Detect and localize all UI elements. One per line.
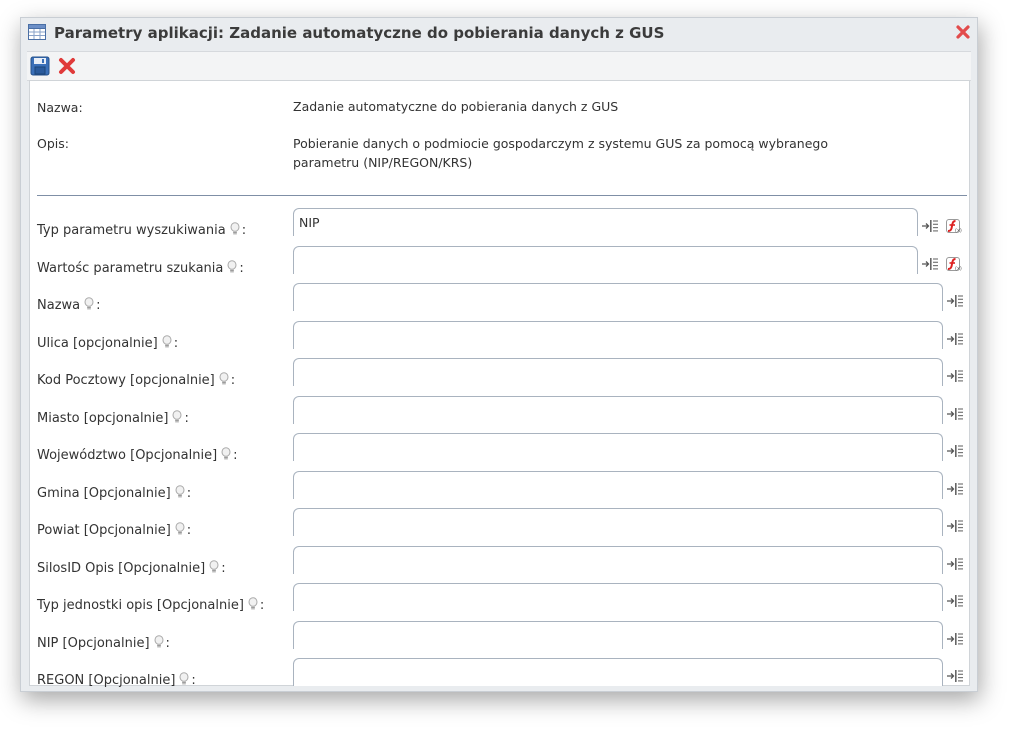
field-label-text: Wartośc parametru szukania — [37, 260, 224, 276]
close-icon[interactable] — [955, 24, 971, 40]
insert-field-icon[interactable] — [946, 331, 964, 347]
field-input[interactable]: NIP — [293, 208, 918, 236]
field-label-colon: : — [173, 335, 179, 351]
field-label — [37, 485, 191, 501]
field-label-colon: : — [230, 373, 236, 388]
table-window-icon — [28, 24, 46, 40]
svg-text:(x): (x) — [955, 265, 962, 272]
form-row — [30, 283, 969, 317]
field-label-colon: : — [241, 223, 247, 238]
field-label-colon: : — [184, 410, 189, 426]
field-label-text: Gmina [Opcjonalnie] — [37, 485, 171, 501]
field-label-text: NIP [Opcjonalnie] — [37, 635, 150, 651]
form-row — [30, 471, 969, 505]
form-row — [30, 246, 969, 280]
lightbulb-hint-icon[interactable] — [175, 522, 185, 536]
description-label: Opis: — [37, 136, 69, 151]
field-label-text: Powiat [Opcjonalnie] — [37, 523, 171, 538]
field-label-text: Typ parametru wyszukiwania — [37, 223, 226, 238]
insert-field-icon[interactable] — [946, 443, 964, 459]
insert-field-icon[interactable] — [946, 368, 964, 384]
field-label-colon: : — [233, 448, 238, 463]
insert-field-icon[interactable] — [946, 556, 964, 572]
insert-field-icon[interactable] — [946, 406, 964, 422]
field-label — [37, 672, 196, 688]
field-label-text: Ulica [opcjonalnie] — [37, 335, 158, 351]
lightbulb-hint-icon[interactable] — [162, 335, 172, 349]
form-row — [30, 396, 969, 430]
title-bar[interactable] — [21, 18, 977, 48]
clear-function-icon[interactable] — [943, 256, 961, 272]
field-label — [37, 372, 235, 388]
field-label-colon: : — [191, 673, 196, 688]
field-label-text: Województwo [Opcjonalnie] — [37, 448, 218, 463]
form-row — [30, 583, 969, 617]
lightbulb-hint-icon[interactable] — [84, 297, 94, 311]
insert-field-icon[interactable] — [946, 518, 964, 534]
name-value: Zadanie automatyczne do pobierania danych z GUS — [293, 99, 619, 114]
description-value: Pobieranie danych o podmiocie gospodarczym z systemu GUS za pomocą wybranego parametru (NIP/REGON/KRS) — [293, 136, 828, 170]
lightbulb-hint-icon[interactable] — [248, 597, 258, 611]
field-label-colon: : — [165, 635, 170, 651]
insert-field-icon[interactable] — [946, 481, 964, 497]
field-label-text: Nazwa — [37, 298, 81, 313]
field-label-colon: : — [221, 560, 226, 576]
insert-field-icon[interactable] — [946, 668, 964, 684]
field-input[interactable] — [293, 546, 943, 574]
form-row — [30, 208, 969, 242]
field-label — [37, 635, 170, 651]
field-input[interactable] — [293, 621, 943, 649]
form-row — [30, 658, 969, 692]
field-label — [37, 522, 191, 538]
toolbar — [27, 51, 971, 81]
insert-field-icon[interactable] — [921, 218, 939, 234]
form-row — [30, 621, 969, 655]
field-label — [37, 297, 101, 313]
field-input[interactable] — [293, 321, 943, 349]
lightbulb-hint-icon[interactable] — [172, 410, 182, 424]
lightbulb-hint-icon[interactable] — [154, 635, 164, 649]
field-label — [37, 410, 189, 426]
field-input[interactable] — [293, 358, 943, 386]
field-input[interactable] — [293, 246, 918, 274]
form-row — [30, 358, 969, 392]
cancel-button[interactable] — [57, 56, 77, 76]
form-content — [29, 80, 970, 686]
field-input[interactable] — [293, 283, 943, 311]
field-input[interactable] — [293, 508, 943, 536]
field-label — [37, 222, 246, 238]
lightbulb-hint-icon[interactable] — [179, 672, 189, 686]
form-row — [30, 546, 969, 580]
insert-field-icon[interactable] — [946, 293, 964, 309]
field-label-text: Kod Pocztowy [opcjonalnie] — [37, 373, 215, 388]
field-label — [37, 447, 238, 463]
field-label-text: Typ jednostki opis [Opcjonalnie] — [37, 598, 244, 613]
lightbulb-hint-icon[interactable] — [221, 447, 231, 461]
field-label-colon: : — [96, 298, 101, 313]
name-label: Nazwa: — [37, 100, 83, 115]
lightbulb-hint-icon[interactable] — [209, 560, 219, 574]
insert-field-icon[interactable] — [921, 256, 939, 272]
lightbulb-hint-icon[interactable] — [230, 222, 240, 236]
field-label-colon: : — [259, 598, 265, 613]
field-input[interactable] — [293, 471, 943, 499]
field-label-text: SilosID Opis [Opcjonalnie] — [37, 560, 206, 576]
form-row — [30, 433, 969, 467]
form-row — [30, 508, 969, 542]
svg-text:(x): (x) — [955, 228, 962, 235]
field-input[interactable] — [293, 433, 943, 461]
field-input[interactable] — [293, 583, 943, 611]
field-label — [37, 560, 226, 576]
save-button[interactable] — [30, 56, 50, 76]
field-label-text: REGON [Opcjonalnie] — [37, 673, 176, 688]
field-label-colon: : — [186, 523, 192, 538]
separator — [37, 195, 967, 196]
parameters-dialog — [20, 17, 978, 692]
insert-field-icon[interactable] — [946, 593, 964, 609]
form-row — [30, 321, 969, 355]
field-input[interactable] — [293, 396, 943, 424]
dialog-title: Parametry aplikacji: Zadanie automatyczne do pobierania danych z GUS — [54, 24, 665, 42]
field-label-colon: : — [186, 485, 192, 501]
field-input[interactable] — [293, 658, 943, 686]
lightbulb-hint-icon[interactable] — [227, 260, 237, 274]
clear-function-icon[interactable] — [943, 218, 961, 234]
insert-field-icon[interactable] — [946, 631, 964, 647]
field-label-text: Miasto [opcjonalnie] — [37, 410, 169, 426]
field-label — [37, 335, 178, 351]
lightbulb-hint-icon[interactable] — [219, 372, 229, 386]
lightbulb-hint-icon[interactable] — [175, 485, 185, 499]
field-label-colon: : — [239, 260, 244, 276]
field-label — [37, 597, 264, 613]
field-label — [37, 260, 244, 276]
